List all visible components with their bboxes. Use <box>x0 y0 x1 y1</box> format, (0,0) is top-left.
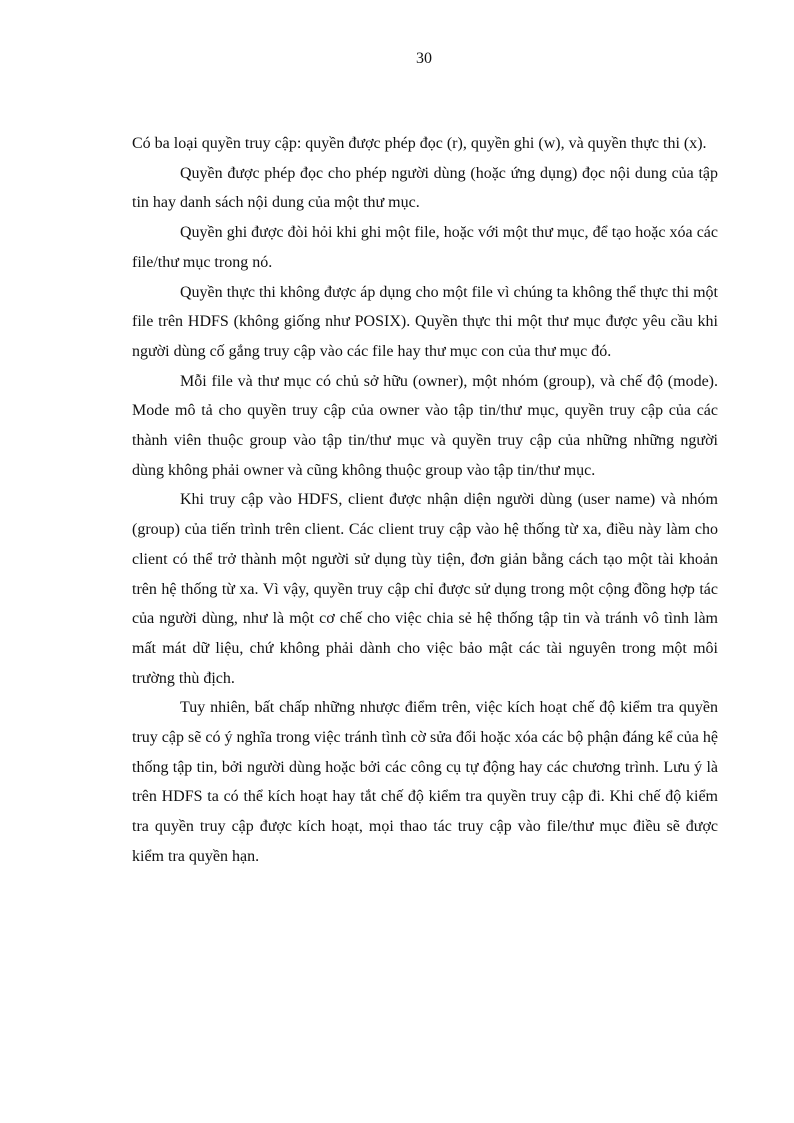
paragraph-write-permission: Quyền ghi được đòi hỏi khi ghi một file, hoặc với một thư mục, để tạo hoặc xóa các file/thư mục trong nó. <box>132 224 718 271</box>
paragraph-owner-group-mode: Mỗi file và thư mục có chủ sở hữu (owner), một nhóm (group), và chế độ (mode). Mode mô tả cho quyền truy cập của owner vào tập tin/thư mục, quyền truy cập của các thành viên thuộc group vào tập tin/thư mục và quyền truy cập của những những người dùng không phải owner và cũng không thuộc group vào tập tin/thư mục. <box>132 372 718 479</box>
paragraph-execute-permission: Quyền thực thi không được áp dụng cho một file vì chúng ta không thể thực thi một file trên HDFS (không giống như POSIX). Quyền thực thi một thư mục được yêu cầu khi người dùng cố gắng truy cập vào các file hay thư mục con của thư mục đó. <box>132 283 718 360</box>
paragraph-permission-checking: Tuy nhiên, bất chấp những nhược điểm trên, việc kích hoạt chế độ kiểm tra quyền truy cập sẽ có ý nghĩa trong việc tránh tình cờ sửa đổi hoặc xóa các bộ phận đáng kể của hệ thống tập tin, bởi người dùng hoặc bởi các công cụ tự động hay các chương trình. Lưu ý là trên HDFS ta có thể kích hoạt hay tắt chế độ kiểm tra quyền truy cập đi. Khi chế độ kiểm tra quyền truy cập được kích hoạt, mọi thao tác truy cập vào file/thư mục điều sẽ được kiểm tra quyền hạn. <box>132 699 718 865</box>
paragraph-client-identity: Khi truy cập vào HDFS, client được nhận diện người dùng (user name) và nhóm (group) của tiến trình trên client. Các client truy cập vào hệ thống từ xa, điều này làm cho client có thể trở thành một người sử dụng tùy tiện, đơn giản bằng cách tạo một tài khoản trên hệ thống từ xa. Vì vậy, quyền truy cập chỉ được sử dụng trong một cộng đồng hợp tác của người dùng, như là một cơ chế cho việc chia sẻ hệ thống tập tin và tránh vô tình làm mất mát dữ liệu, chứ không phải dành cho việc bảo mật các tài nguyên trong một môi trường thù địch. <box>132 491 718 687</box>
paragraph-access-types: Có ba loại quyền truy cập: quyền được phép đọc (r), quyền ghi (w), và quyền thực thi (x). <box>132 135 707 152</box>
paragraph-read-permission: Quyền được phép đọc cho phép người dùng (hoặc ứng dụng) đọc nội dung của tập tin hay danh sách nội dung của một thư mục. <box>132 164 718 212</box>
page-number: 30 <box>416 50 432 67</box>
document-body <box>132 129 718 872</box>
